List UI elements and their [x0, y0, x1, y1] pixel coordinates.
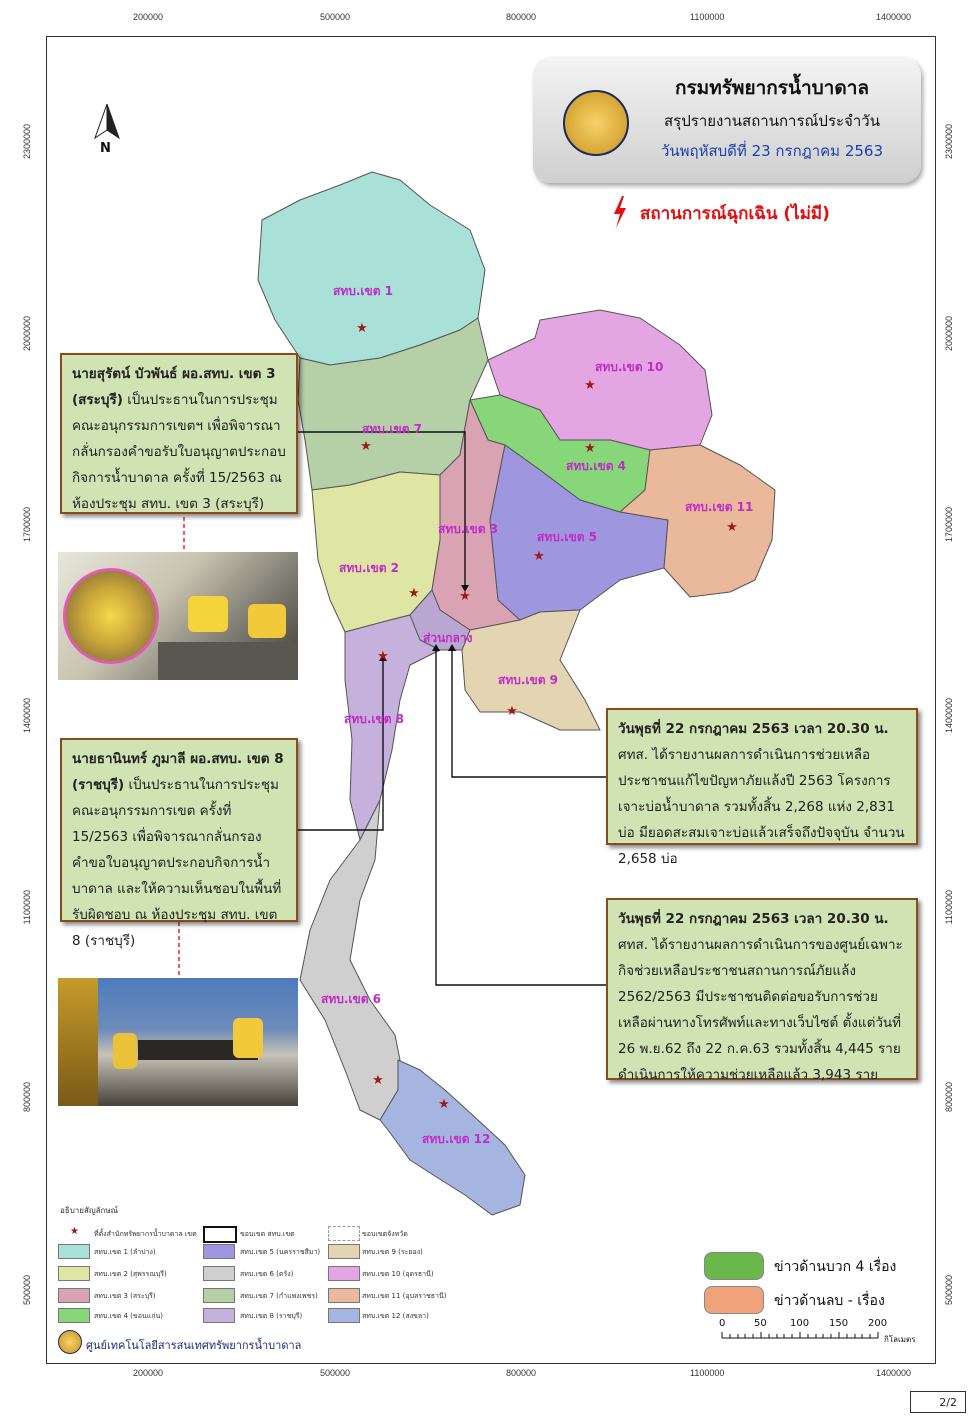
note-heading: วันพุธที่ 22 กรกฎาคม 2563 เวลา 20.30 น.: [618, 721, 889, 737]
region-8-area: [345, 615, 440, 840]
legend-item: สทบ.เขต 9 (ระยอง): [362, 1248, 423, 1256]
scale-bar: [722, 1332, 878, 1338]
office-star-11: ★: [726, 520, 738, 535]
region-label-4: สทบ.เขต 4: [566, 459, 627, 473]
y-tick: 1700000: [22, 507, 32, 543]
page-number: 2/2: [910, 1391, 966, 1413]
legend-item: สทบ.เขต 1 (ลำปาง): [94, 1248, 156, 1256]
legend-item: สทบ.เขต 7 (กำแพงเพชร): [240, 1292, 318, 1300]
emergency-status: สถานการณ์ฉุกเฉิน (ไม่มี): [640, 204, 830, 224]
legend-swatch: [58, 1244, 90, 1259]
scale-tick: 200: [868, 1318, 888, 1329]
region-label-10: สทบ.เขต 10: [595, 360, 664, 374]
office-star-icon: ★: [70, 1226, 79, 1237]
region-9-area: [462, 610, 600, 730]
y-tick: 2000000: [944, 316, 954, 352]
office-star-7: ★: [360, 439, 372, 454]
office-star-12: ★: [438, 1097, 450, 1112]
x-tick: 500000: [320, 12, 351, 22]
legend-item: สทบ.เขต 10 (อุดรธานี): [362, 1270, 434, 1278]
region-label-3: สทบ.เขต 3: [438, 522, 499, 536]
scale-tick: 150: [829, 1318, 849, 1329]
x-tick: 800000: [506, 12, 537, 22]
note-heading: นายสุรัตน์ บัวพันธ์ ผอ.สทบ. เขต 3 (สระบุรี): [72, 366, 276, 408]
office-star-3: ★: [459, 589, 471, 604]
note-heading: นายธานินทร์ ภูมาลี ผอ.สทบ. เขต 8 (ราชบุรี): [72, 751, 284, 793]
agency-logo-icon: [58, 1330, 82, 1354]
region-label-6: สทบ.เขต 6: [321, 992, 382, 1006]
north-arrow-icon: [95, 104, 119, 138]
report-date: วันพฤหัสบดีที่ 23 กรกฎาคม 2563: [660, 142, 884, 160]
region-label-11: สทบ.เขต 11: [685, 500, 754, 514]
legend-swatch: [58, 1308, 90, 1323]
legend-swatch: [203, 1308, 235, 1323]
legend-item: สทบ.เขต 8 (ราชบุรี): [240, 1312, 303, 1320]
legend-swatch: [328, 1266, 360, 1281]
x-tick: 200000: [133, 1368, 164, 1378]
legend-swatch-region-boundary: [203, 1226, 237, 1243]
note-well-drilling: [606, 708, 918, 867]
legend-swatch: [328, 1308, 360, 1323]
note-body: เป็นประธานในการประชุมคณะอนุกรรมการเขต ครั้งที่ 15/2563 เพื่อพิจารณากลั่นกรองคำขอใบอนุญาตประกอบกิจการน้ำบาดาล และให้ความเห็นชอบในพื้นที่รับผิดชอบ ณ ห้องประชุม สทบ. เขต 8 (ราชบุรี): [72, 777, 282, 949]
negative-news-count: ข่าวด้านลบ - เรื่อง: [774, 1293, 885, 1309]
x-tick: 1100000: [690, 1368, 725, 1378]
x-tick: 1400000: [876, 12, 912, 22]
scale-unit: กิโลเมตร: [884, 1335, 916, 1344]
y-tick: 2300000: [22, 124, 32, 160]
legend-office: ที่ตั้งสำนักทรัพยากรน้ำบาดาล เขต: [94, 1230, 197, 1238]
legend-item: สทบ.เขต 12 (สงขลา): [362, 1312, 429, 1320]
y-tick: 2300000: [944, 124, 954, 160]
negative-news-swatch: [704, 1286, 764, 1314]
region-label-central: ส่วนกลาง: [423, 631, 473, 645]
office-star-2: ★: [408, 586, 420, 601]
region-label-7: สทบ.เขต 7: [362, 422, 423, 436]
report-header: [533, 57, 921, 183]
agency-seal-icon: [563, 90, 629, 156]
y-tick: 800000: [944, 1082, 954, 1113]
positive-news-swatch: [704, 1252, 764, 1280]
note-body: ศทส. ได้รายงานผลการดำเนินการช่วยเหลือประชาชนแก้ไขปัญหาภัยแล้งปี 2563 โครงการเจาะบ่อน้ำบาดาล รวมทั้งสิ้น 2,268 แห่ง 2,831 บ่อ มียอดสะสมเจาะบ่อแล้วเสร็จถึงปัจจุบัน จำนวน 2,658 บ่อ: [618, 747, 905, 867]
office-star-8: ★: [377, 649, 389, 664]
y-tick: 1700000: [944, 507, 954, 543]
legend-swatch: [203, 1266, 235, 1281]
region-label-5: สทบ.เขต 5: [537, 530, 598, 544]
meeting-photo-region-8: [58, 978, 298, 1106]
legend-province-boundary: ขอบเขตจังหวัด: [362, 1230, 408, 1238]
x-tick: 500000: [320, 1368, 351, 1378]
region-label-8: สทบ.เขต 8: [344, 712, 405, 726]
region-label-1: สทบ.เขต 1: [333, 284, 394, 298]
legend-swatch: [58, 1266, 90, 1281]
y-tick: 1400000: [22, 698, 32, 734]
x-tick: 1400000: [876, 1368, 912, 1378]
office-star-10: ★: [584, 378, 596, 393]
report-title: สรุปรายงานสถานการณ์ประจำวัน: [664, 112, 880, 130]
scale-tick: 0: [719, 1318, 726, 1329]
y-tick: 1400000: [944, 698, 954, 734]
note-body: เป็นประธานในการประชุมคณะอนุกรรมการเขตฯ เพื่อพิจารณากลั่นกรองคำขอรับใบอนุญาตประกอบกิจการน้ำบาดาล ครั้งที่ 15/2563 ณ ห้องประชุม สทบ. เขต 3 (สระบุรี): [72, 392, 286, 512]
region-label-12: สทบ.เขต 12: [422, 1132, 491, 1146]
legend-item: สทบ.เขต 6 (ตรัง): [240, 1270, 294, 1278]
legend-item: สทบ.เขต 3 (สระบุรี): [94, 1292, 156, 1300]
north-label: N: [100, 141, 111, 156]
legend-item: สทบ.เขต 5 (นครราชสีมา): [240, 1248, 321, 1256]
legend-swatch: [203, 1244, 235, 1259]
y-tick: 1100000: [944, 890, 954, 925]
legend-swatch-province-boundary: [328, 1226, 360, 1241]
office-star-4: ★: [584, 441, 596, 456]
legend-swatch: [203, 1288, 235, 1303]
legend-swatch: [328, 1288, 360, 1303]
meeting-photo-region-3: [58, 552, 298, 680]
legend-title: อธิบายสัญลักษณ์: [60, 1206, 119, 1215]
x-tick: 800000: [506, 1368, 537, 1378]
note-heading: วันพุธที่ 22 กรกฎาคม 2563 เวลา 20.30 น.: [618, 911, 889, 927]
y-tick: 800000: [22, 1082, 32, 1113]
legend-swatch: [328, 1244, 360, 1259]
office-star-1: ★: [356, 321, 368, 336]
note-body: ศทส. ได้รายงานผลการดำเนินการของศูนย์เฉพาะกิจช่วยเหลือประชาชนสถานการณ์ภัยแล้ง 2562/2563 มีประชาชนติดต่อขอรับการช่วยเหลือผ่านทางโทรศัพท์และทางเว็บไซต์ ตั้งแต่วันที่ 26 พ.ย.62 ถึง 22 ก.ค.63 รวมทั้งสิ้น 4,445 ราย ดำเนินการให้ความช่วยเหลือแล้ว 3,943 ราย: [618, 937, 903, 1083]
x-tick: 1100000: [690, 12, 725, 22]
positive-news-count: ข่าวด้านบวก 4 เรื่อง: [774, 1259, 897, 1275]
office-star-6: ★: [372, 1073, 384, 1088]
note-region-3: [60, 353, 298, 514]
y-tick: 2000000: [22, 316, 32, 352]
legend-region-boundary: ขอบเขต สทบ.เขต: [240, 1230, 295, 1238]
footer-center-name: ศูนย์เทคโนโลยีสารสนเทศทรัพยากรน้ำบาดาล: [86, 1339, 302, 1352]
legend-item: สทบ.เขต 11 (อุบลราชธานี): [362, 1292, 447, 1300]
scale-tick: 100: [790, 1318, 810, 1329]
legend-swatch: [58, 1288, 90, 1303]
region-label-2: สทบ.เขต 2: [339, 561, 400, 575]
agency-name: กรมทรัพยากรน้ำบาดาล: [674, 77, 870, 99]
legend-item: สทบ.เขต 4 (ขอนแก่น): [94, 1312, 163, 1320]
y-tick: 500000: [944, 1275, 954, 1306]
legend-item: สทบ.เขต 2 (สุพรรณบุรี): [94, 1270, 167, 1278]
lightning-icon: [612, 196, 628, 228]
scale-tick: 50: [754, 1318, 767, 1329]
note-drought-center: [606, 898, 918, 1083]
y-tick: 1100000: [22, 890, 32, 925]
office-star-5: ★: [533, 549, 545, 564]
office-star-9: ★: [506, 704, 518, 719]
y-tick: 500000: [22, 1275, 32, 1306]
region-6-area: [300, 800, 400, 1120]
region-label-9: สทบ.เขต 9: [498, 673, 559, 687]
x-tick: 200000: [133, 12, 164, 22]
note-region-8: [60, 738, 298, 949]
